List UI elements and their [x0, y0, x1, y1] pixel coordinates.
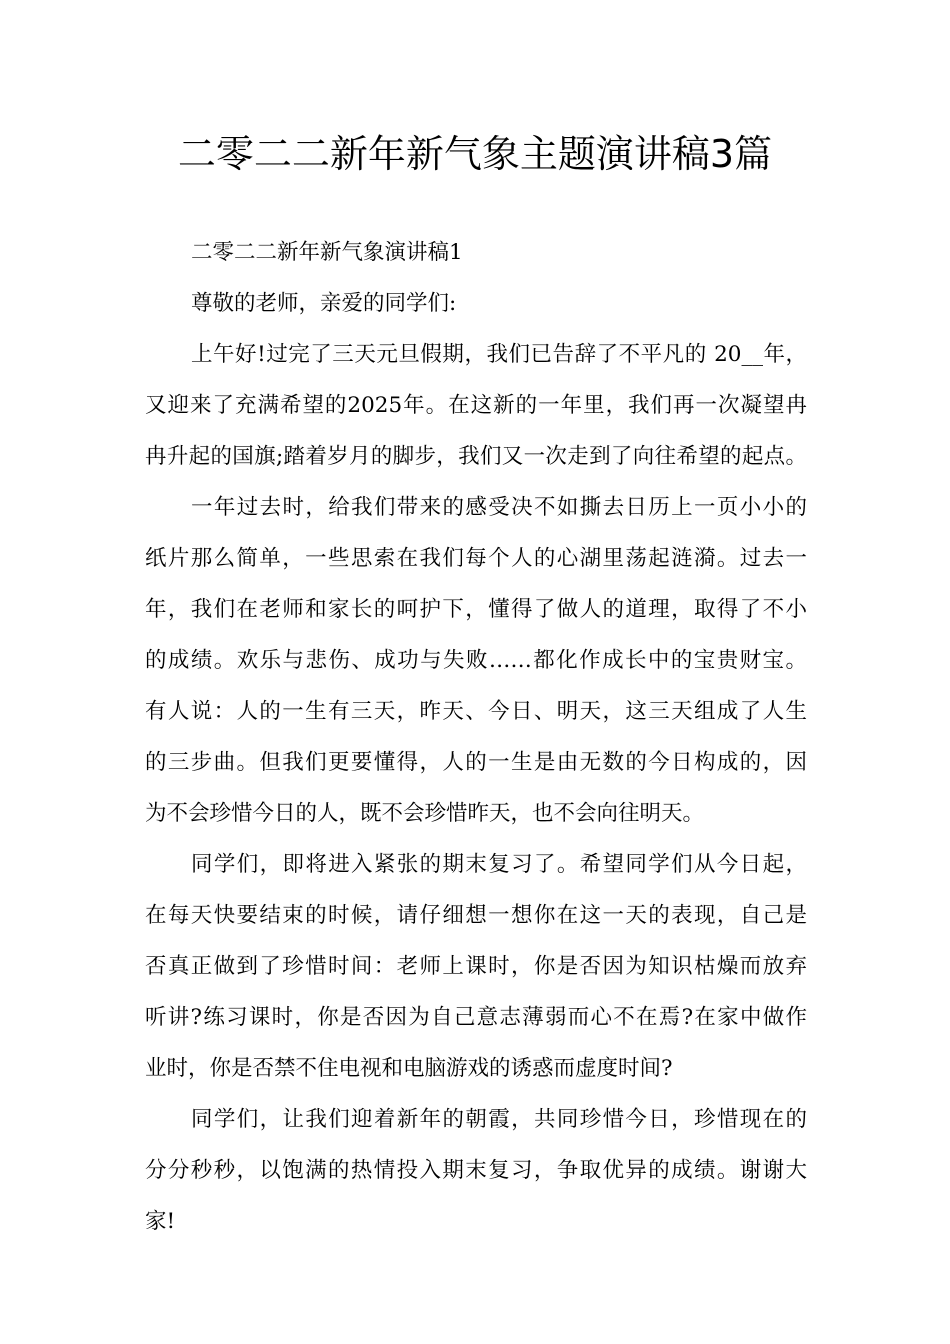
paragraph-line: 的三步曲。但我们更要懂得，人的一生是由无数的今日构成的，因	[145, 750, 807, 775]
paragraph-line: 上午好!过完了三天元旦假期，我们已告辞了不平凡的 20__年，	[191, 342, 807, 367]
paragraph-line: 听讲?练习课时，你是否因为自己意志薄弱而心不在焉?在家中做作	[145, 1005, 807, 1030]
paragraph-line: 一年过去时，给我们带来的感受决不如撕去日历上一页小小的	[191, 495, 807, 520]
document-title: 二零二二新年新气象主题演讲稿3篇	[177, 132, 773, 176]
salutation-line: 尊敬的老师，亲爱的同学们:	[191, 291, 457, 316]
paragraph-line: 的成绩。欢乐与悲伤、成功与失败……都化作成长中的宝贵财宝。	[145, 648, 807, 673]
paragraph-line: 家!	[145, 1209, 176, 1234]
paragraph-line: 分分秒秒，以饱满的热情投入期末复习，争取优异的成绩。谢谢大	[145, 1158, 807, 1183]
paragraph-line: 年，我们在老师和家长的呵护下，懂得了做人的道理，取得了不小	[145, 597, 807, 622]
subtitle-line: 二零二二新年新气象演讲稿1	[191, 240, 463, 265]
paragraph-line: 有人说：人的一生有三天，昨天、今日、明天，这三天组成了人生	[145, 699, 807, 724]
paragraph-line: 同学们，让我们迎着新年的朝霞，共同珍惜今日，珍惜现在的	[191, 1107, 807, 1132]
paragraph-line: 业时，你是否禁不住电视和电脑游戏的诱惑而虚度时间?	[145, 1056, 673, 1081]
document-body	[145, 227, 807, 1247]
paragraph-line: 纸片那么简单，一些思索在我们每个人的心湖里荡起涟漪。过去一	[145, 546, 807, 571]
paragraph-line: 又迎来了充满希望的2025年。在这新的一年里，我们再一次凝望冉	[145, 393, 807, 418]
paragraph-line: 为不会珍惜今日的人，既不会珍惜昨天，也不会向往明天。	[145, 801, 705, 826]
paragraph-line: 冉升起的国旗;踏着岁月的脚步，我们又一次走到了向往希望的起点。	[145, 444, 807, 469]
paragraph-line: 否真正做到了珍惜时间：老师上课时，你是否因为知识枯燥而放弃	[145, 954, 807, 979]
paragraph-line: 在每天快要结束的时候，请仔细想一想你在这一天的表现，自己是	[145, 903, 807, 928]
paragraph-line: 同学们，即将进入紧张的期末复习了。希望同学们从今日起，	[191, 852, 807, 877]
